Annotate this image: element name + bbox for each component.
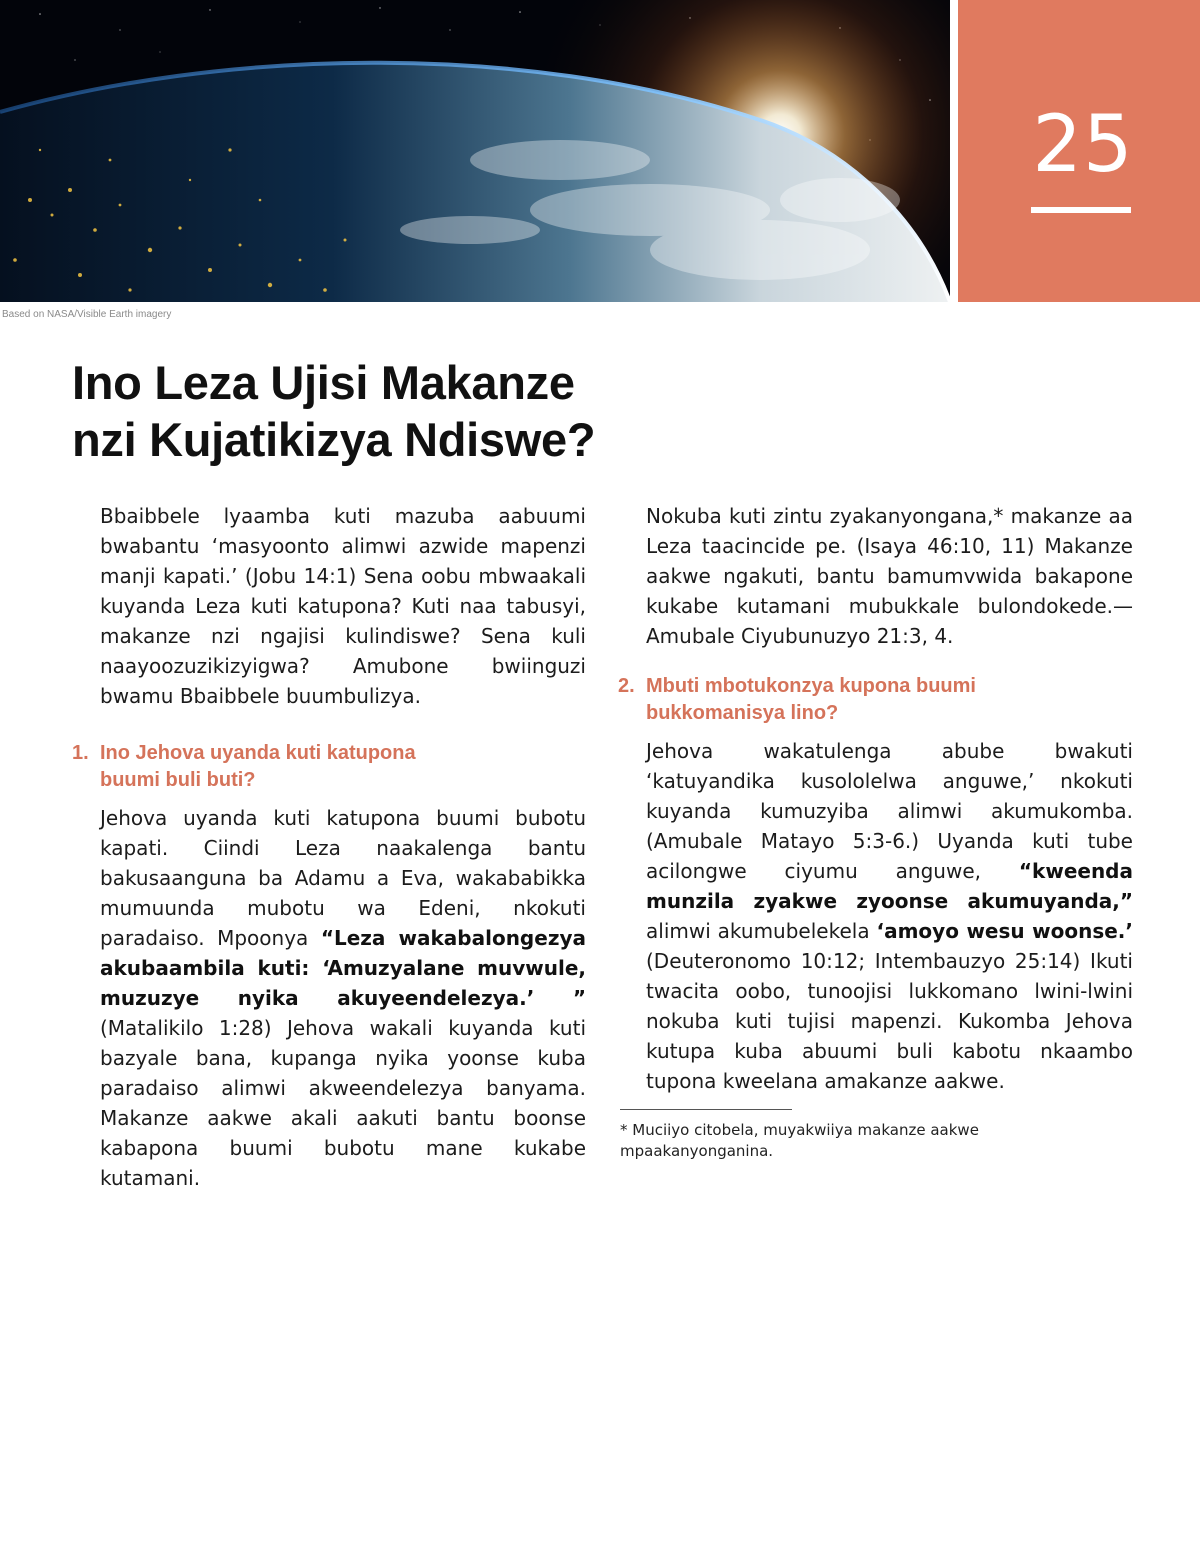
answer-2-paragraph <box>646 736 1133 1096</box>
answer-2-text-c: (Deuteronomo 10:12; Intembauzyo 25:14) Ikuti twacita oobo, tunoojisi lukkomano lwini-lwini nokuba kuti tujisi mapenzi. Kukomba Jehova kutupa kuba abuumi buli kabotu nkaambo tupona kweelana amakanze aakwe. <box>646 949 1133 1093</box>
answer-1-continued: Nokuba kuti zintu zyakanyongana,* makanze aa Leza taacincide pe. (Isaya 46:10, 11) Makanze aakwe ngakuti, bantu bamumvwida bakapone kukabe kutamani mubukkale bulondokede.—Amubale Ciyubunuzyo 21:3, 4. <box>646 504 1133 648</box>
question-2-line-2: bukkomanisya lino? <box>646 702 839 724</box>
footnote-divider <box>620 1109 792 1110</box>
question-2-line-1: Mbuti mbotukonzya kupona buumi <box>646 675 976 697</box>
question-1-heading <box>72 740 586 794</box>
page-title <box>72 354 772 468</box>
question-1-line-1: Ino Jehova uyanda kuti katupona <box>100 742 416 764</box>
chapter-badge <box>958 0 1200 302</box>
question-2-number: 2. <box>618 675 635 697</box>
earth-photo-illustration <box>0 0 950 302</box>
answer-2-text-b: alimwi akumubelekela <box>646 919 877 943</box>
title-line-1: Ino Leza Ujisi Makanze <box>72 356 575 409</box>
title-line-2: nzi Kujatikizya Ndiswe? <box>72 413 596 466</box>
image-credit: Based on NASA/Visible Earth imagery <box>2 309 172 320</box>
answer-2-text-a: Jehova wakatulenga abube bwakuti ‘katuyandika kusololelwa anguwe,’ nkokuti kuyanda kumuzyiba alimwi akumukomba. (Amubale Matayo 5:3-6.) Uyanda kuti tube acilongwe ciyumu anguwe, <box>646 739 1133 883</box>
intro-paragraph: Bbaibbele lyaamba kuti mazuba aabuumi bwabantu ‘masyoonto alimwi azwide mapenzi manji kapati.’ (Jobu 14:1) Sena oobu mbwaakali kuyanda Leza kuti katupona? Kuti naa tabusyi, makanze nzi ngajisi kulindiswe? Sena kuli naayoozuzikizyigwa? Amubone bwiinguzi bwamu Bbaibbele buumbulizya. <box>100 504 586 708</box>
question-1-number: 1. <box>72 742 89 764</box>
left-column <box>72 501 586 1193</box>
answer-2-quote-2: ‘amoyo wesu woonse.’ <box>876 919 1133 943</box>
question-2-heading <box>618 673 1133 727</box>
answer-1-paragraph <box>100 803 586 1193</box>
answer-1-quote: “Leza wakabalongezya akubaambila kuti: ‘Amuzyalane muvwule, muzuzye nyika akuyeendelezya.’ ” <box>100 926 586 1010</box>
answer-1-text-b: (Matalikilo 1:28) Jehova wakali kuyanda kuti bazyale bana, kupanga nyika yoonse kuba paradaiso alimwi akweendelezya banyama. Makanze aakwe akali aakuti bantu boonse kabapona buumi bubotu mane kukabe kutamani. <box>100 1016 586 1190</box>
earth-from-space-image <box>0 0 950 302</box>
footnote: * Muciiyo citobela, muyakwiiya makanze aakwe mpaakanyonganina. <box>620 1121 979 1160</box>
answer-1-text-a: Jehova uyanda kuti katupona buumi bubotu kapati. Ciindi Leza naakalenga bantu bakusaanguna ba Adamu a Eva, wakababikka mumuunda mubotu wa Edeni, nkokuti paradaiso. Mpoonya <box>100 806 586 950</box>
chapter-number: 25 <box>1032 100 1134 190</box>
right-column <box>618 501 1133 1162</box>
question-1-line-2: buumi buli buti? <box>100 769 256 791</box>
chapter-underline <box>1031 207 1131 213</box>
answer-2-quote-1: “kweenda munzila zyakwe zyoonse akumuyanda,” <box>646 859 1133 913</box>
